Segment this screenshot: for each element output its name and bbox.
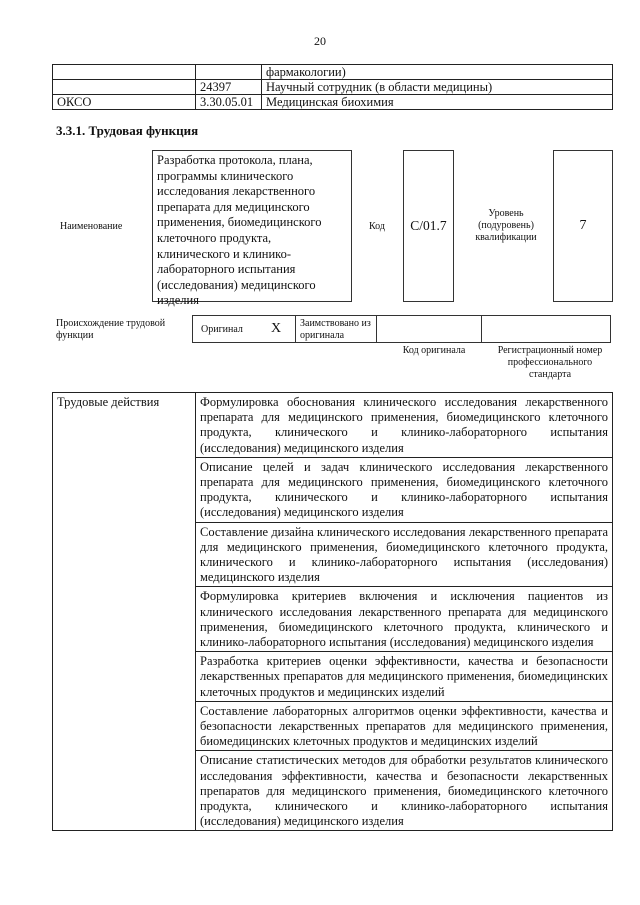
code-label: Код — [369, 221, 385, 232]
original-cell — [192, 315, 296, 343]
actions-label: Трудовые действия — [53, 393, 196, 831]
action-item: Формулировка обоснования клинического исследования лекарственного препарата для медицинского применения, биомедицинского клеточного продукта, клинического и клинико-лабораторного испытания (исследования) медицинского изделия — [196, 393, 613, 458]
code-value: C/01.7 — [403, 150, 454, 302]
action-item: Описание целей и задач клинического исследования лекарственного препарата для медицинского применения, биомедицинского клеточного продукта, клинического и клинико-лабораторного испытания (исследования) медицинского изделия — [196, 457, 613, 522]
action-item: Составление дизайна клинического исследования лекарственного препарата для медицинского применения, биомедицинского клеточного продукта, клинического и клинико-лабораторного испытания (исследования) медицинского изделия — [196, 522, 613, 587]
okz-okso-table — [52, 64, 613, 110]
origin-label: Происхождение трудовой функции — [56, 318, 166, 341]
action-item: Разработка критериев оценки эффективности, качества и безопасности лекарственных препаратов для медицинского применения, биомедицинских клеточных продуктов и медицинских изделий — [196, 652, 613, 702]
table-cell — [53, 80, 196, 95]
original-mark: X — [271, 321, 282, 336]
reg-number-cell — [481, 315, 611, 343]
level-value: 7 — [553, 150, 613, 302]
table-cell — [196, 65, 262, 80]
original-label: Оригинал — [201, 324, 243, 335]
level-label: Уровень (подуровень) квалификации — [475, 208, 537, 243]
table-cell: 24397 — [196, 80, 262, 95]
table-row — [53, 80, 613, 95]
origin-row — [193, 315, 613, 343]
action-item: Формулировка критериев включения и исключения пациентов из клинического исследования лекарственного препарата для медицинского применения, биомедицинского клеточного продукта, клинического и клинико-лабораторного испытания (исследования) медицинского изделия — [196, 587, 613, 652]
name-label: Наименование — [60, 221, 123, 232]
function-name: Разработка протокола, плана, программы клинического исследования лекарственного препарата для медицинского применения, биомедицинского клеточного продукта, клинического и клинико-лабораторного испытания (исследования) медицинского изделия — [152, 150, 352, 302]
original-code-cell — [376, 315, 482, 343]
table-row — [53, 95, 613, 110]
borrowed-label: Заимствовано из оригинала — [300, 318, 371, 341]
borrowed-cell — [295, 315, 377, 343]
code-original-caption: Код оригинала — [402, 345, 466, 356]
page-number: 20 — [314, 34, 326, 48]
labor-actions-table — [52, 392, 613, 831]
table-cell: ОКСО — [53, 95, 196, 110]
table-cell — [53, 65, 196, 80]
table-cell: фармакологии) — [262, 65, 613, 80]
action-item: Составление лабораторных алгоритмов оценки эффективности, качества и безопасности лекарственных препаратов для медицинского применения, биомедицинских клеточных продуктов и медицинских изделий — [196, 701, 613, 751]
table-row — [53, 65, 613, 80]
table-cell: 3.30.05.01 — [196, 95, 262, 110]
table-cell: Медицинская биохимия — [262, 95, 613, 110]
table-row — [53, 393, 613, 458]
table-cell: Научный сотрудник (в области медицины) — [262, 80, 613, 95]
action-item: Описание статистических методов для обработки результатов клинического исследования эффективности, качества и безопасности лекарственных препаратов для медицинского применения, биомедицинского клеточного продукта, клинического и клинико-лабораторного испытания (исследования) медицинского изделия — [196, 751, 613, 831]
section-title: 3.3.1. Трудовая функция — [56, 123, 199, 138]
reg-number-caption: Регистрационный номер профессионального стандарта — [497, 345, 603, 380]
